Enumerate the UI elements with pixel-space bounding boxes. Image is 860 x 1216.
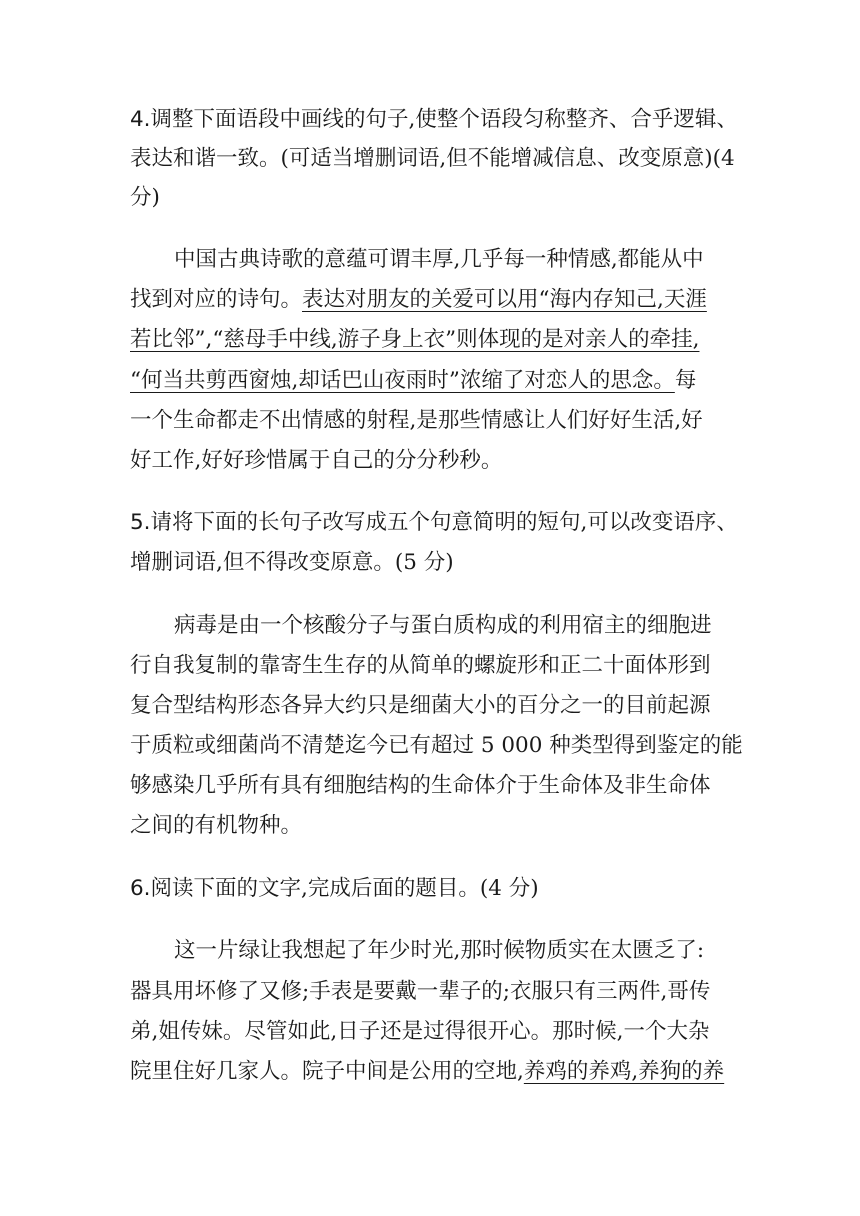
question-5-line-1: 5.请将下面的长句子改写成五个句意简明的短句,可以改变语序、 bbox=[130, 510, 738, 535]
passage-5-line-6: 之间的有机物种。 bbox=[130, 813, 303, 838]
passage-5-line-2: 行自我复制的靠寄生生存的从简单的螺旋形和正二十面体形到 bbox=[130, 653, 711, 678]
question-4-line-2: 表达和谐一致。(可适当增删词语,但不能增减信息、改变原意)(4 bbox=[130, 146, 735, 171]
question-4-line-3: 分) bbox=[130, 185, 160, 210]
underlined-sentence: “何当共剪西窗烛,却话巴山夜雨时”浓缩了对恋人的思念。 bbox=[130, 368, 675, 393]
passage-6-line-3: 弟,姐传妹。尽管如此,日子还是过得很开心。那时候,一个大杂 bbox=[130, 1019, 710, 1044]
passage-5-line-1: 病毒是由一个核酸分子与蛋白质构成的利用宿主的细胞进 bbox=[174, 613, 712, 638]
underlined-sentence: 表达对朋友的关爱可以用“海内存知己,天涯 bbox=[302, 287, 707, 312]
question-4-line-1: 4.调整下面语段中画线的句子,使整个语段匀称整齐、合乎逻辑、 bbox=[130, 107, 738, 132]
passage-4-line-6: 好工作,好好珍惜属于自己的分分秒秒。 bbox=[130, 448, 503, 473]
question-5-line-2: 增删词语,但不得改变原意。(5 分) bbox=[130, 550, 454, 575]
passage-6-line-2: 器具用坏修了又修;手表是要戴一辈子的;衣服只有三两件,哥传 bbox=[130, 979, 711, 1004]
passage-4-line-5: 一个生命都走不出情感的射程,是那些情感让人们好好生活,好 bbox=[130, 408, 703, 433]
passage-5-line-3: 复合型结构形态各异大约只是细菌大小的百分之一的目前起源 bbox=[130, 693, 711, 718]
passage-4-line-4: “何当共剪西窗烛,却话巴山夜雨时”浓缩了对恋人的思念。每 bbox=[130, 368, 697, 393]
passage-6-line-4: 院里住好几家人。院子中间是公用的空地,养鸡的养鸡,养狗的养 bbox=[130, 1059, 725, 1084]
passage-6-line-1: 这一片绿让我想起了年少时光,那时候物质实在太匮乏了: bbox=[174, 938, 705, 963]
passage-4-line-3 bbox=[130, 325, 699, 355]
passage-4-line-1: 中国古典诗歌的意蕴可谓丰厚,几乎每一种情感,都能从中 bbox=[174, 247, 704, 272]
underlined-sentence: 若比邻”,“慈母手中线,游子身上衣”则体现的是对亲人的牵挂, bbox=[130, 327, 700, 352]
underlined-sentence: 养鸡的养鸡,养狗的养 bbox=[523, 1059, 725, 1084]
question-5-number: 5. bbox=[130, 510, 151, 535]
passage-5-line-5: 够感染几乎所有具有细胞结构的生命体介于生命体及非生命体 bbox=[130, 773, 711, 798]
passage-4-line-2: 找到对应的诗句。表达对朋友的关爱可以用“海内存知己,天涯 bbox=[130, 287, 707, 312]
passage-5-line-4: 于质粒或细菌尚不清楚迄今已有超过 5 000 种类型得到鉴定的能 bbox=[130, 733, 743, 758]
question-6-line-1: 6.阅读下面的文字,完成后面的题目。(4 分) bbox=[130, 876, 539, 901]
question-4-number: 4. bbox=[130, 107, 151, 132]
question-6-number: 6. bbox=[130, 876, 151, 901]
